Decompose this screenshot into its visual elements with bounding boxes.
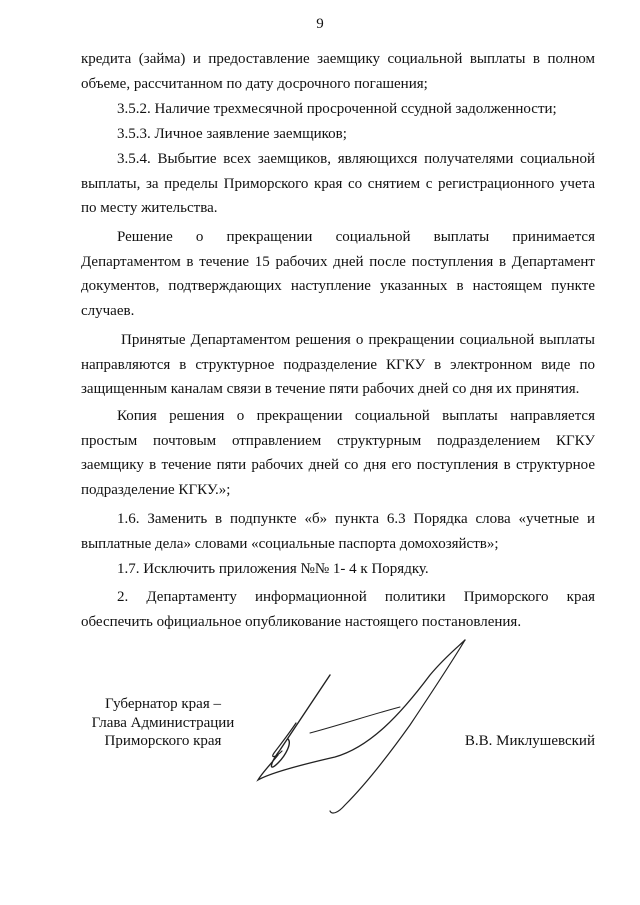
paragraph-3-5-3: 3.5.3. Личное заявление заемщиков; <box>117 126 347 142</box>
signatory-title-line-1: Губернатор края – <box>105 696 221 712</box>
signatory-name: В.В. Миклушевский <box>464 733 595 749</box>
paragraph-1-6: 1.6. Заменить в подпункте «б» пункта 6.3 Порядка слова «учетные и выплатные дела» словами «социальные паспорта домохозяйств»; <box>81 511 595 552</box>
paragraph-1-7: 1.7. Исключить приложения №№ 1- 4 к Порядку. <box>117 561 429 577</box>
signatory-title-line-3: Приморского края <box>104 733 222 749</box>
paragraph-3-5-4: 3.5.4. Выбытие всех заемщиков, являющихся получателями социальной выплаты, за пределы Приморского края со снятием с регистрационного учета по месту жительства. <box>81 151 595 216</box>
page-number: 9 <box>316 16 324 32</box>
signatory-title-line-2: Глава Администрации <box>91 714 235 731</box>
handwritten-signature <box>240 635 480 835</box>
paragraph-credit-continuation: кредита (займа) и предоставление заемщику социальной выплаты в полном объеме, рассчитанном по дату досрочного погашения; <box>81 51 595 92</box>
paragraph-3-5-2: 3.5.2. Наличие трехмесячной просроченной ссудной задолженности; <box>117 101 557 117</box>
paragraph-decisions-sent: Принятые Департаментом решения о прекращении социальной выплаты направляются в структурное подразделение КГКУ в электронном виде по защищенным каналам связи в течение пяти рабочих дней со дня их принятия. <box>81 332 595 397</box>
paragraph-copy-of-decision: Копия решения о прекращении социальной выплаты направляется простым почтовым отправлением структурным подразделением КГКУ заемщику в течение пяти рабочих дней со дня его поступления в структурное подразделение КГКУ.»; <box>81 408 595 498</box>
signatory-title <box>78 695 248 751</box>
paragraph-decision: Решение о прекращении социальной выплаты принимается Департаментом в течение 15 рабочих дней после поступления в Департамент документов, подтверждающих наступление указанных в настоящем пункте случаев. <box>81 229 595 319</box>
paragraph-2: 2. Департаменту информационной политики Приморского края обеспечить официальное опубликование настоящего постановления. <box>81 589 595 630</box>
